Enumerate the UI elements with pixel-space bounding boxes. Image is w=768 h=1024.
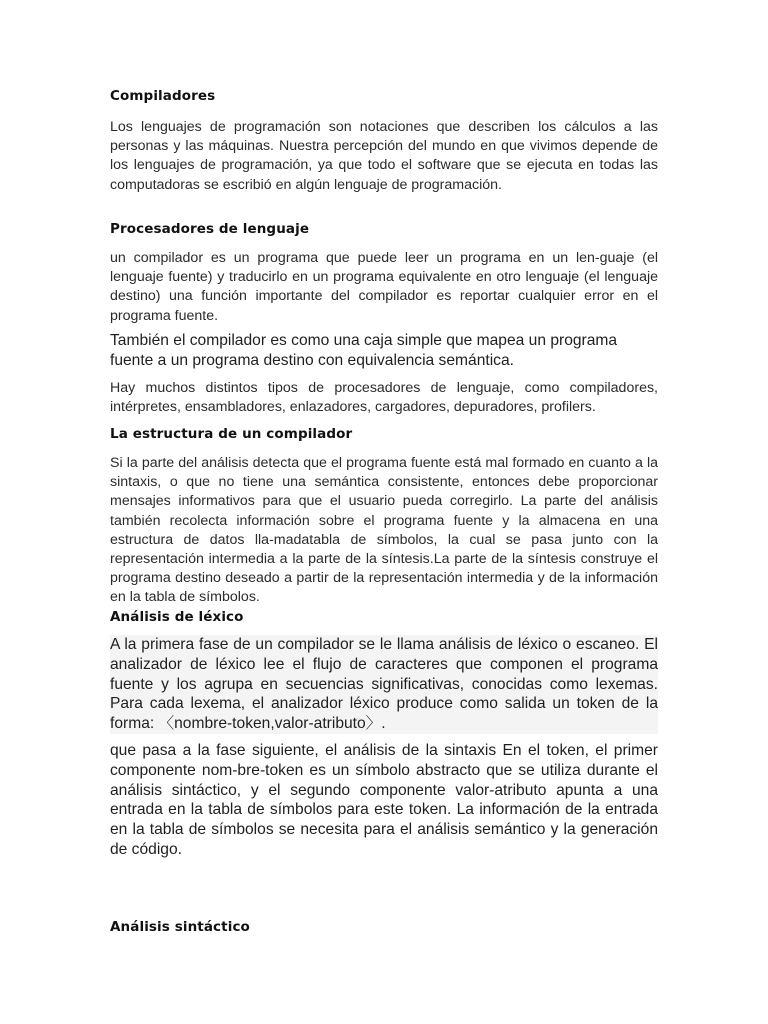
paragraph-procesadores-caja: También el compilador es como una caja simple que mapea un programa fuente a un programa destino con equivalencia semántica. — [110, 332, 618, 369]
section-heading-analisis-sintactico: Análisis sintáctico — [110, 919, 250, 935]
paragraph-estructura-analisis: Si la parte del análisis detecta que el programa fuente está mal formado en cuanto a la sintaxis, o que no tiene una semántica consistente, entonces debe proporcionar mensajes informativos para que el usuario pueda corregirlo. La parte del análisis también recolecta información sobre el programa fuente y la almacena en una estructura de datos lla-madatabla de símbolos, la cual se pasa junto con la representación intermedia a la parte de la síntesis.La parte de la síntesis construye el programa destino deseado a partir de la representación intermedia y de la información en la tabla de símbolos. — [110, 455, 658, 606]
section-heading-compiladores: Compiladores — [110, 88, 216, 104]
section-heading-procesadores: Procesadores de lenguaje — [110, 221, 310, 237]
section-heading-estructura: La estructura de un compilador — [110, 426, 353, 442]
paragraph-procesadores-tipos: Hay muchos distintos tipos de procesadores de lenguaje, como compiladores, intérpretes, ensambladores, enlazadores, cargadores, depuradores, profilers. — [110, 380, 658, 416]
paragraph-procesadores-definicion: un compilador es un programa que puede leer un programa en un len-guaje (el lenguaje fuente) y traducirlo en un programa equivalente en otro lenguaje (el lenguaje destino) una función importante del compilador es reportar cualquier error en el programa fuente. — [110, 250, 658, 324]
section-heading-analisis-lexico: Análisis de léxico — [110, 609, 244, 625]
paragraph-lexico-primera-fase: A la primera fase de un compilador se le llama análisis de léxico o escaneo. El analizador de léxico lee el flujo de caracteres que componen el programa fuente y los agrupa en secuencias significativas, conocidas como lexemas. Para cada lexema, el analizador léxico produce como salida un token de la forma: 〈nombre-token,valor-atributo〉. — [110, 636, 658, 733]
paragraph-compiladores-intro: Los lenguajes de programación son notaciones que describen los cálculos a las personas y las máquinas. Nuestra percepción del mundo en que vivimos depende de los lenguajes de programación, ya que todo el software que se ejecuta en todas las computadoras se escribió en algún lenguaje de programación. — [110, 119, 658, 193]
paragraph-lexico-token: que pasa a la fase siguiente, el análisis de la sintaxis En el token, el primer componente nom-bre-token es un símbolo abstracto que se utiliza durante el análisis sintáctico, y el segundo componente valor-atributo apunta a una entrada en la tabla de símbolos para este token. La información de la entrada en la tabla de símbolos se necesita para el análisis semántico y la generación de código. — [110, 742, 658, 858]
